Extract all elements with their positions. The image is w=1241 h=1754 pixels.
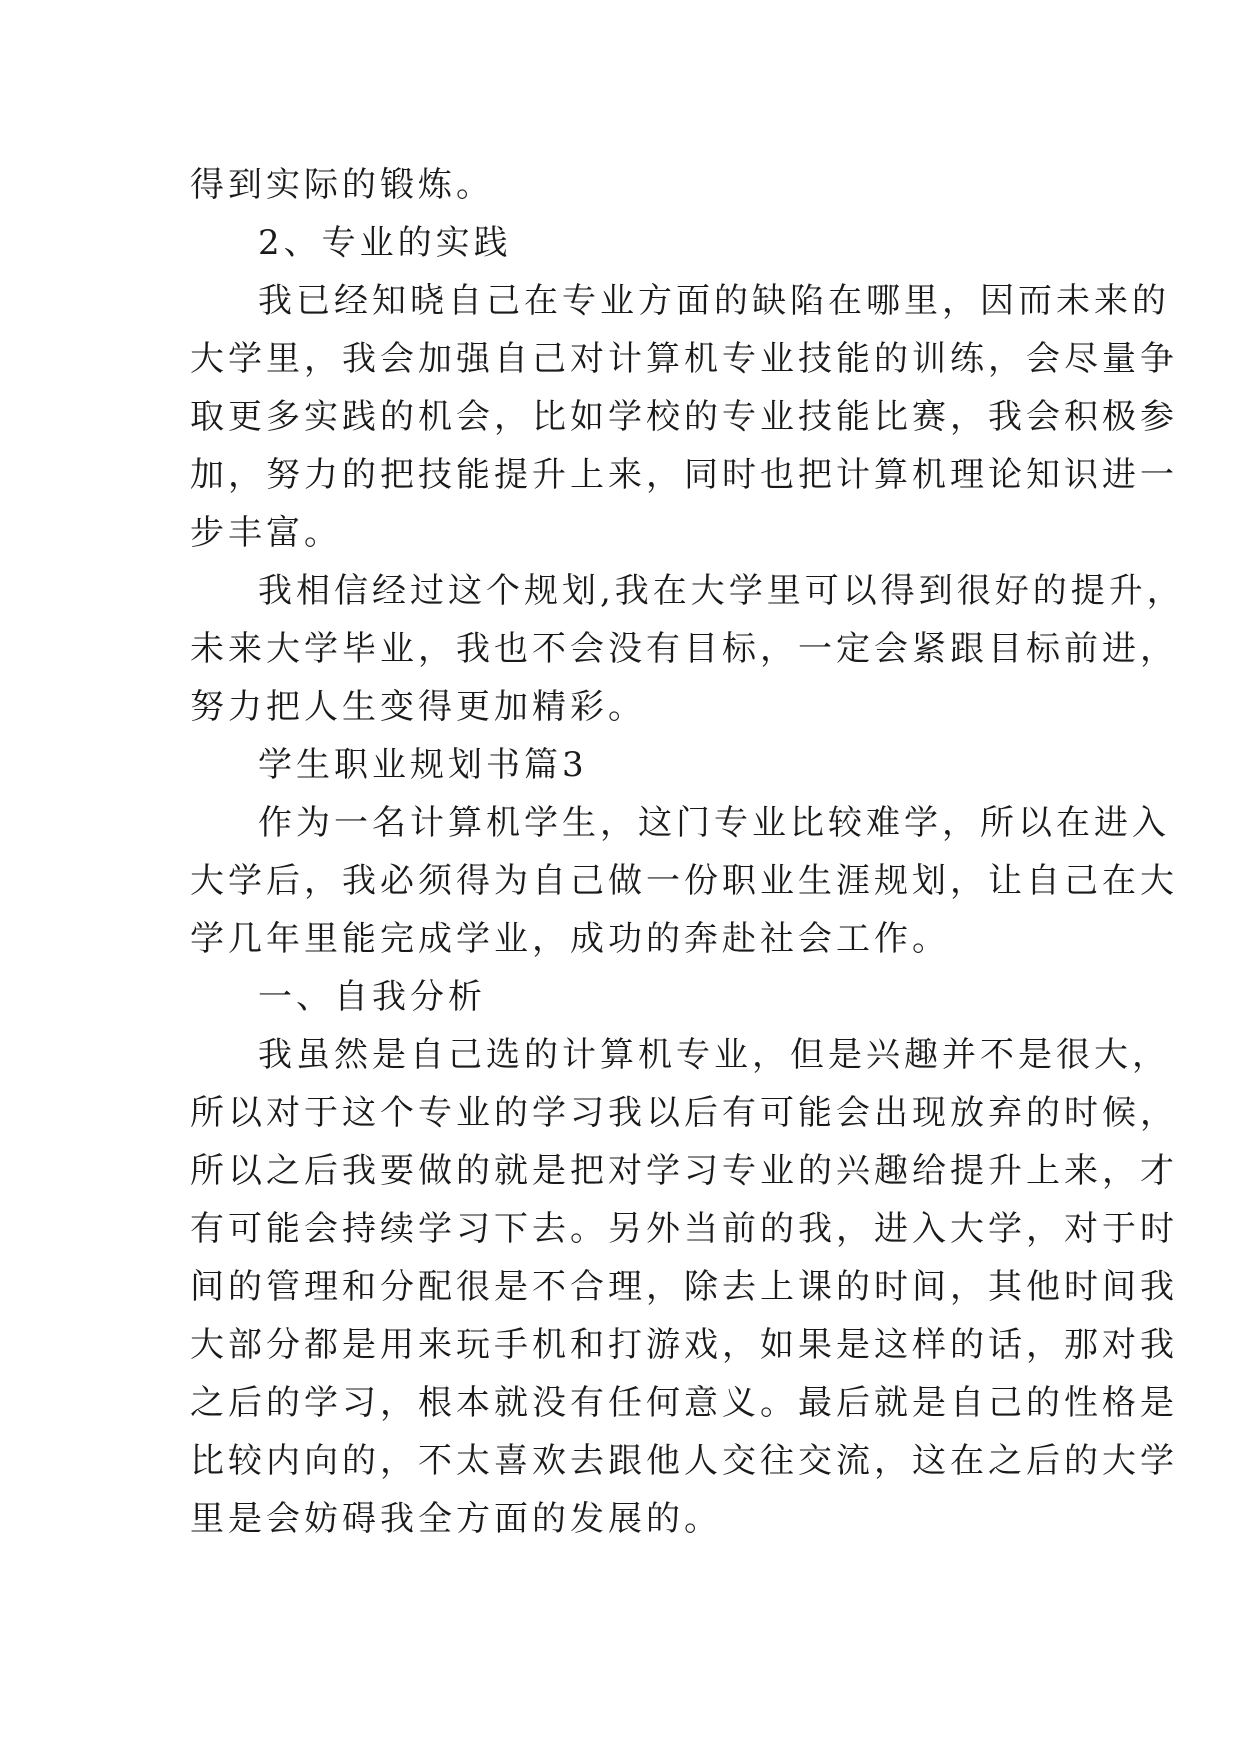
text-line: 大学里，我会加强自己对计算机专业技能的训练，会尽量争 <box>190 339 1178 379</box>
text-line: 学几年里能完成学业，成功的奔赴社会工作。 <box>190 919 950 959</box>
text-line: 我已经知晓自己在专业方面的缺陷在哪里，因而未来的 <box>258 281 1170 321</box>
text-line: 得到实际的锻炼。 <box>190 165 494 205</box>
text-line: 取更多实践的机会，比如学校的专业技能比赛，我会积极参 <box>190 397 1178 437</box>
text-line: 加，努力的把技能提升上来，同时也把计算机理论知识进一 <box>190 455 1178 495</box>
text-line: 我虽然是自己选的计算机专业，但是兴趣并不是很大， <box>258 1035 1170 1075</box>
text-line: 大学后，我必须得为自己做一份职业生涯规划，让自己在大 <box>190 861 1178 901</box>
text-line: 作为一名计算机学生，这门专业比较难学，所以在进入 <box>258 803 1170 843</box>
text-line: 大部分都是用来玩手机和打游戏，如果是这样的话，那对我 <box>190 1325 1178 1365</box>
text-line: 所以对于这个专业的学习我以后有可能会出现放弃的时候， <box>190 1093 1178 1133</box>
text-line: 间的管理和分配很是不合理，除去上课的时间，其他时间我 <box>190 1267 1178 1307</box>
text-line: 步丰富。 <box>190 513 342 553</box>
text-line: 比较内向的，不太喜欢去跟他人交往交流，这在之后的大学 <box>190 1441 1178 1481</box>
text-line: 所以之后我要做的就是把对学习专业的兴趣给提升上来，才 <box>190 1151 1178 1191</box>
section-heading: 一、自我分析 <box>258 977 486 1017</box>
text-line: 有可能会持续学习下去。另外当前的我，进入大学，对于时 <box>190 1209 1178 1249</box>
text-line: 之后的学习，根本就没有任何意义。最后就是自己的性格是 <box>190 1383 1178 1423</box>
section-heading: 学生职业规划书篇3 <box>258 745 588 785</box>
text-line: 我相信经过这个规划,我在大学里可以得到很好的提升， <box>258 571 1185 611</box>
text-line: 未来大学毕业，我也不会没有目标，一定会紧跟目标前进， <box>190 629 1178 669</box>
text-line: 里是会妨碍我全方面的发展的。 <box>190 1499 722 1539</box>
document-body <box>190 156 1185 1548</box>
section-heading: 2、专业的实践 <box>258 223 512 263</box>
text-line: 努力把人生变得更加精彩。 <box>190 687 646 727</box>
